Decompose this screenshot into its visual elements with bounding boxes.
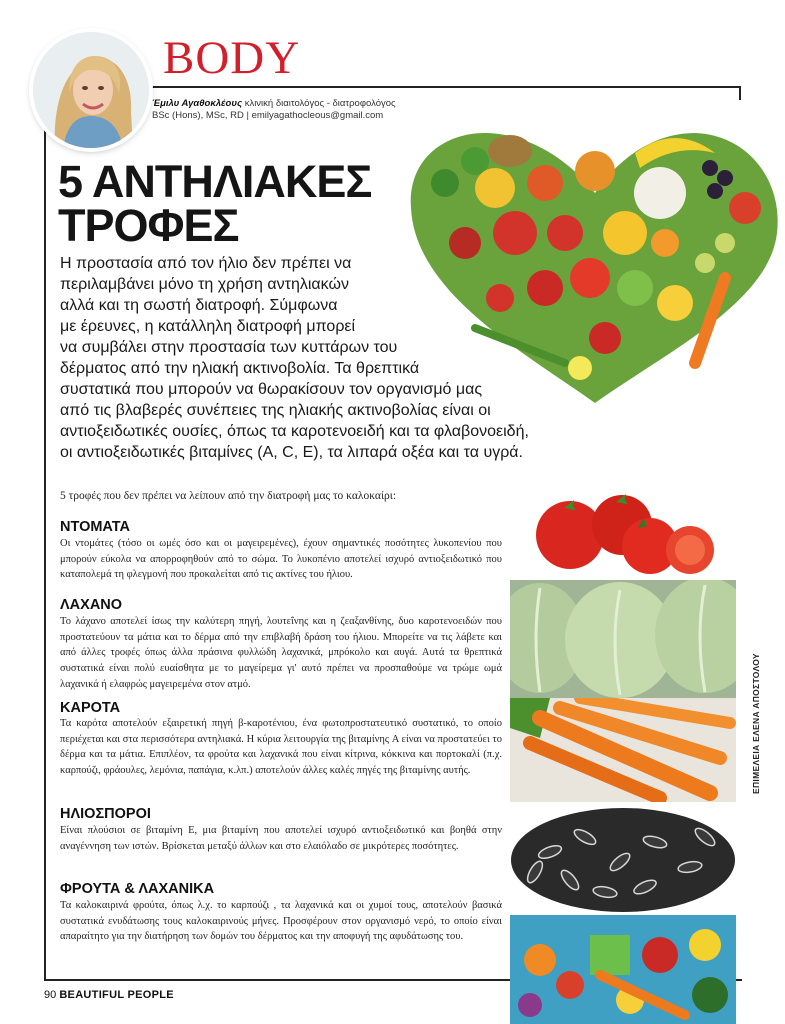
- page-footer: [44, 989, 174, 1001]
- tomatoes-photo: [510, 480, 736, 580]
- author-avatar: [33, 32, 149, 148]
- food-title-fruits-vegetables: ΦΡΟΥΤΑ & ΛΑΧΑΝΙΚΑ: [60, 881, 215, 897]
- intro-line: συστατικά που μπορούν να θωρακίσουν τον οργανισμό μας: [60, 381, 483, 398]
- intro-line: με έρευνες, η κατάλληλη διατροφή μπορεί: [60, 318, 356, 335]
- headline-line-2: ΤΡΟΦΕΣ: [58, 200, 239, 251]
- food-text-tomato: Οι ντομάτες (τόσο οι ωμές όσο και οι μαγειρεμένες), έχουν σημαντικές ποσότητες λυκοπενίου που μπορούν εύκολα να απορροφηθούν από το σώμα. Το λυκοπένιο αποτελεί ισχυρό αντιοξειδωτικό που καταπολεμά τη φλεγμονή που προκαλείται από τις ακτίνες του ήλιου.: [60, 538, 502, 581]
- magazine-name: BEAUTIFUL PEOPLE: [59, 989, 174, 1001]
- food-text-carrots: Τα καρότα αποτελούν εξαιρετική πηγή β-καροτένιου, ένα φωτοπροστατευτικό συστατικό, το οποίο περιέχεται και στα περισσότερα αντηλιακά. Η κύρια λειτουργία της βιταμίνης A είναι να προστατεύει το δέρμα και τα μάτια. Επιπλέον, τα φρούτα και λαχανικά που είναι κίτρινα, κόκκινα και πορτοκαλί (π.χ. καρπούζι, φράουλες, λεμόνια, παπάγια, κ.λπ.) αποτελούν άλλες καλές πηγές της βιταμίνης αυτής.: [60, 718, 502, 777]
- author-role: κλινική διαιτολόγος - διατροφολόγος: [244, 98, 396, 109]
- section-title: BODY: [163, 32, 301, 84]
- fruits-vegetables-photo: [510, 915, 736, 1024]
- frame-line-left: [44, 122, 46, 980]
- carrots-photo: [510, 698, 736, 802]
- intro-line: περιλαμβάνει μόνο τη χρήση αντηλιακών: [60, 276, 349, 293]
- food-text-fruits-vegetables: Τα καλοκαιρινά φρούτα, όπως λ.χ. το καρπούζι , τα λαχανικά και οι χυμοί τους, αποτελούν βασικά συστατικά ενυδάτωσης τους καλοκαιρινούς μήνες. Προσφέρουν στον οργανισμό νερό, το οποίο είναι απαραίτητο για την διατήρηση των δομών του δέρματος και την αποφυγή της αφυδάτωσης του.: [60, 900, 502, 943]
- frame-line-right: [739, 86, 741, 100]
- frame-line-top: [136, 86, 741, 88]
- list-subheading: 5 τροφές που δεν πρέπει να λείπουν από την διατροφή μας το καλοκαίρι:: [60, 490, 397, 502]
- cabbage-photo: [510, 580, 736, 698]
- page-number: 90: [44, 989, 57, 1001]
- food-text-sunflower-seeds: Είναι πλούσιοι σε βιταμίνη E, μια βιταμίνη που αποτελεί ισχυρό αντιοξειδωτικό και βοηθά στην αναγέννηση των ιστών. Βρίσκεται μεταξύ άλλων και στο ελαιόλαδο σε μικρότερες ποσότητες.: [60, 825, 502, 852]
- food-text-cabbage: Το λάχανο αποτελεί ίσως την καλύτερη πηγή, λουτεΐνης και η ζεαξανθίνης, δυο καροτενοειδών που προστατεύουν τα μάτια και το δέρμα από την επιβλαβή δράση του ήλιου. Μπορείτε να τις λάβετε και από άλλες τροφές όπως άλλα πράσινα φυλλώδη λαχανικά, μπρόκολο και αυγά. Αυτά τα θρεπτικά συστατικά είναι πολύ ευαίσθητα με το μαγείρεμα γι' αυτό πρέπει να προσπαθούμε να τρώμε ωμά λαχανικά ή ελαφρώς μαγειρεμένα στον ατμό.: [60, 616, 502, 690]
- editor-credit: [747, 640, 767, 800]
- food-title-tomato: ΝΤΟΜΑΤΑ: [60, 519, 130, 535]
- intro-line: αντιοξειδωτικές ουσίες, όπως τα καροτενοειδή και τα φλαβονοειδή,: [60, 423, 529, 440]
- intro-line: οι αντιοξειδωτικές βιταμίνες (A, C, E), τα λιπαρά οξέα και τα υγρά.: [60, 444, 523, 461]
- intro-line: δέρματος από την ηλιακή ακτινοβολία. Τα θρεπτικά: [60, 360, 420, 377]
- food-title-cabbage: ΛΑΧΑΝΟ: [60, 597, 123, 613]
- headline: [58, 156, 372, 251]
- intro-line: να συμβάλει στην προστασία των κυττάρων του: [60, 339, 398, 356]
- intro-line: Η προστασία από τον ήλιο δεν πρέπει να: [60, 255, 352, 272]
- food-title-carrots: ΚΑΡΟΤΑ: [60, 700, 121, 716]
- fruit-heart-image: [405, 113, 785, 413]
- sunflower-seeds-photo: [510, 802, 736, 915]
- food-title-sunflower-seeds: ΗΛΙΟΣΠΟΡΟΙ: [60, 806, 151, 822]
- intro-line: από τις βλαβερές συνέπειες της ηλιακής ακτινοβολίας είναι οι: [60, 402, 491, 419]
- editor-credit-text: ΕΠΙΜΕΛΕΙΑ ΕΛΕΝΑ ΑΠΟΣΤΟΛΟΥ: [751, 653, 761, 794]
- intro-line: αλλά και τη σωστή διατροφή. Σύμφωνα: [60, 297, 338, 314]
- headline-line-1: 5 ΑΝΤΗΛΙΑΚΕΣ: [58, 156, 372, 207]
- author-credentials: BSc (Hons), MSc, RD | emilyagathocleous@gmail.com: [152, 110, 384, 121]
- author-info: [152, 98, 396, 122]
- author-name: Έμιλυ Αγαθοκλέους: [152, 98, 243, 109]
